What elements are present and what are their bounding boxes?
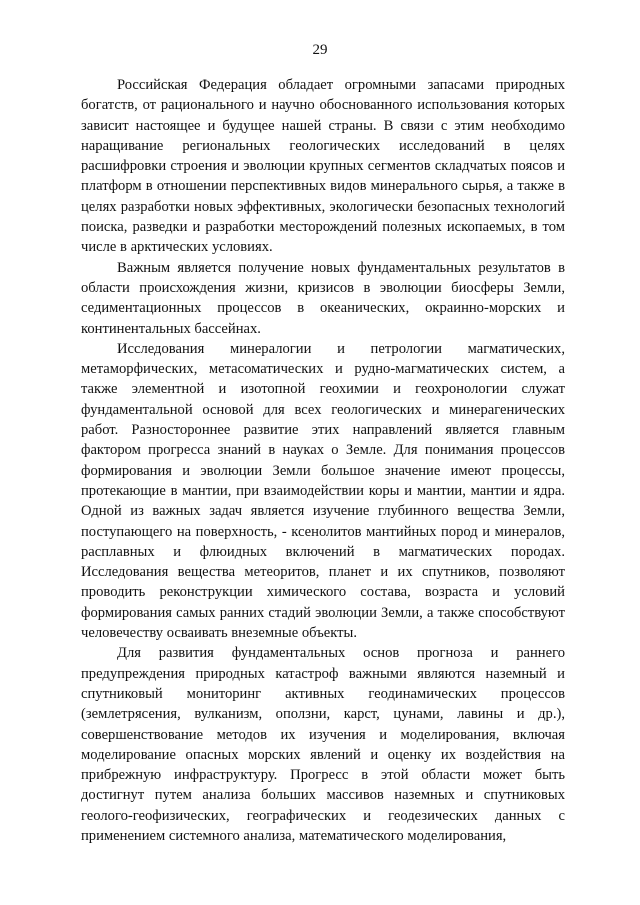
paragraph-natural-resources: Российская Федерация обладает огромными запасами природных богатств, от рационального и научно обоснованного использования которых зависит настоящее и будущее нашей страны. В связи с этим необходимо наращивание региональных геологических исследований в целях расшифровки строения и эволюции крупных сегментов складчатых поясов и платформ в отношении перспективных видов минерального сырья, а также в целях разработки новых эффективных, экологически безопасных технологий поиска, разведки и разработки месторождений полезных ископаемых, в том числе в арктических условиях. [81, 77, 565, 256]
paragraph-fundamental-results: Важным является получение новых фундаментальных результатов в области происхождения жизни, кризисов в эволюции биосферы Земли, седиментационных процессов в океанических, окраинно-морских и континентальных бассейнах. [81, 259, 565, 337]
document-body [81, 75, 565, 846]
paragraph-mineralogy-petrology: Исследования минералогии и петрологии магматических, метаморфических, метасоматических и рудно-магматических систем, а также элементной и изотопной геохимии и геохронологии служат фундаментальной основой для всех геологических и минерагенических работ. Разностороннее развитие этих направлений является главным фактором прогресса знаний в науках о Земле. Для понимания процессов формирования и эволюции Земли большое значение имеют процессы, протекающие в мантии, при взаимодействии коры и мантии, мантии и ядра. Одной из важных задач является изучение глубинного вещества Земли, поступающего на поверхность, - ксенолитов мантийных пород и минералов, расплавных и флюидных включений в магматических породах. Исследования вещества метеоритов, планет и их спутников, позволяют проводить реконструкции химического состава, возраста и условий формирования самых ранних стадий эволюции Земли, а также способствуют человечеству осваивать внеземные объекты. [81, 340, 565, 642]
paragraph-disaster-forecasting: Для развития фундаментальных основ прогноза и раннего предупреждения природных катастроф важными являются наземный и спутниковый мониторинг активных геодинамических процессов (землетрясения, вулканизм, оползни, карст, цунами, лавины и др.), совершенствование методов их изучения и моделирования, включая моделирование опасных морских явлений и оценку их воздействия на прибрежную инфраструктуру. Прогресс в этой области может быть достигнут путем анализа больших массивов наземных и спутниковых геолого-геофизических, географических и геодезических данных с применением системного анализа, математического моделирования, [81, 645, 565, 844]
page-number: 29 [312, 42, 328, 58]
